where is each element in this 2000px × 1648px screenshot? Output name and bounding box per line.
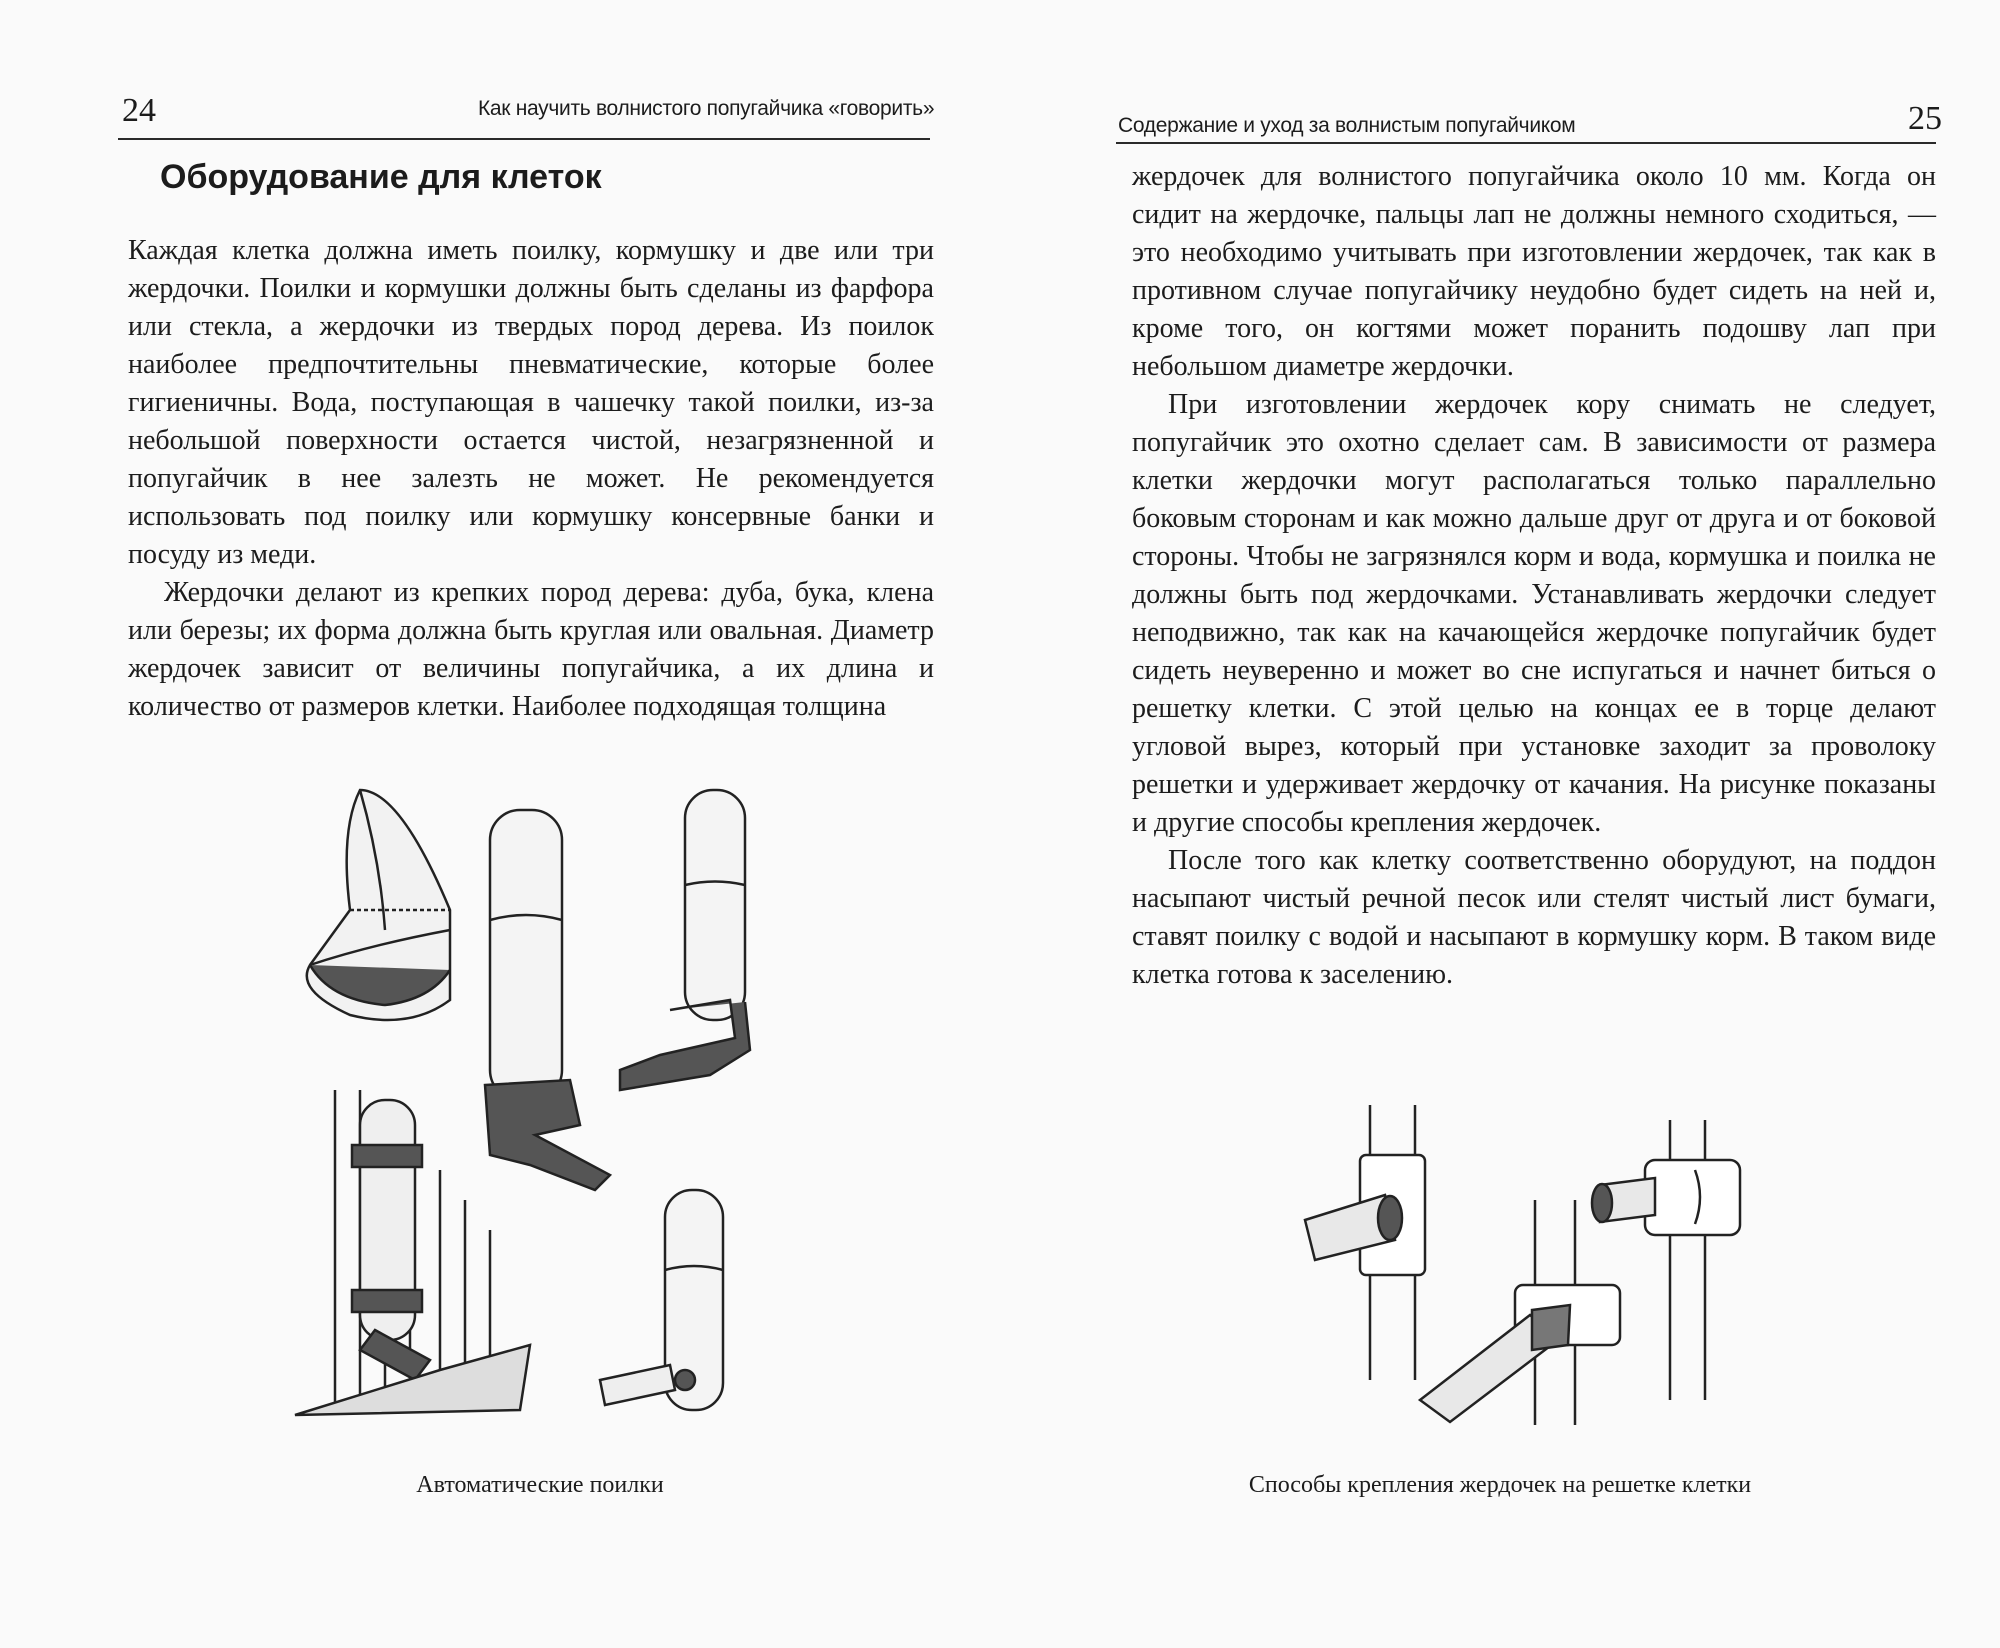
header-rule bbox=[1116, 142, 1936, 144]
section-heading: Оборудование для клеток bbox=[160, 158, 602, 196]
perch-mounting-illustration bbox=[1300, 1100, 1760, 1430]
page-number: 24 bbox=[122, 92, 156, 129]
figure-caption: Способы крепления жердочек на решетке клетки bbox=[1248, 1472, 1752, 1498]
running-head: Как научить волнистого попугайчика «говорить» bbox=[478, 97, 935, 120]
body-text bbox=[1132, 158, 1936, 994]
paragraph: жердочек для волнистого попугайчика около 10 мм. Когда он сидит на жердочке, пальцы лап не должны немного сходиться, — это необходимо учитывать при изготовлении жердочек, так как в противном случае попугайчику неудобно будет сидеть на ней и, кроме того, он когтями может поранить подошву лап при небольшом диаметре жердочки. bbox=[1132, 161, 1936, 382]
running-head: Содержание и уход за волнистым попугайчиком bbox=[1118, 114, 1576, 137]
right-page bbox=[1000, 0, 2000, 1648]
paragraph: Жердочки делают из крепких пород дерева: дуба, бука, клена или березы; их форма должна быть круглая или овальная. Диаметр жердочек зависит от величины попугайчика, а их длина и количество от размеров клетки. Наиболее подходящая толщина bbox=[128, 577, 934, 722]
paragraph: Каждая клетка должна иметь поилку, кормушку и две или три жердочки. Поилки и кормушки должны быть сделаны из фарфора или стекла, а жердочки из твердых пород дерева. Из поилок наиболее предпочтительны пневматические, которые более гигиеничны. Вода, поступающая в чашечку такой поилки, из-за небольшой поверхности остается чистой, незагрязненной и попугайчик в нее залезть не может. Не рекомендуется использовать под поилку или кормушку консервные банки и посуду из меди. bbox=[128, 235, 934, 570]
header-rule bbox=[118, 138, 930, 140]
body-text bbox=[128, 232, 934, 726]
page-number: 25 bbox=[1908, 100, 1942, 137]
figure-caption: Автоматические поилки bbox=[416, 1472, 664, 1498]
paragraph: При изготовлении жердочек кору снимать не следует, попугайчик это охотно сделает сам. В зависимости от размера клетки жердочки могут располагаться только параллельно боковым сторонам и как можно дальше друг от друга и от боковой стороны. Чтобы не загрязнялся корм и вода, кормушка и поилка не должны быть под жердочками. Устанавливать жердочки следует неподвижно, так как на качающейся жердочке попугайчик будет сидеть неуверенно и может во сне испугаться и начнет биться о решетку клетки. С этой целью на концах ее в торце делают угловой вырез, который при установке заходит за проволоку решетки и удерживает жердочку от качания. На рисунке показаны и другие способы крепления жердочек. bbox=[1132, 389, 1936, 838]
paragraph: После того как клетку соответственно оборудуют, на поддон насыпают чистый речной песок или стелят чистый лист бумаги, ставят поилку с водой и насыпают в кормушку корм. В таком виде клетка готова к заселению. bbox=[1132, 845, 1936, 990]
water-feeders-illustration bbox=[290, 770, 770, 1420]
